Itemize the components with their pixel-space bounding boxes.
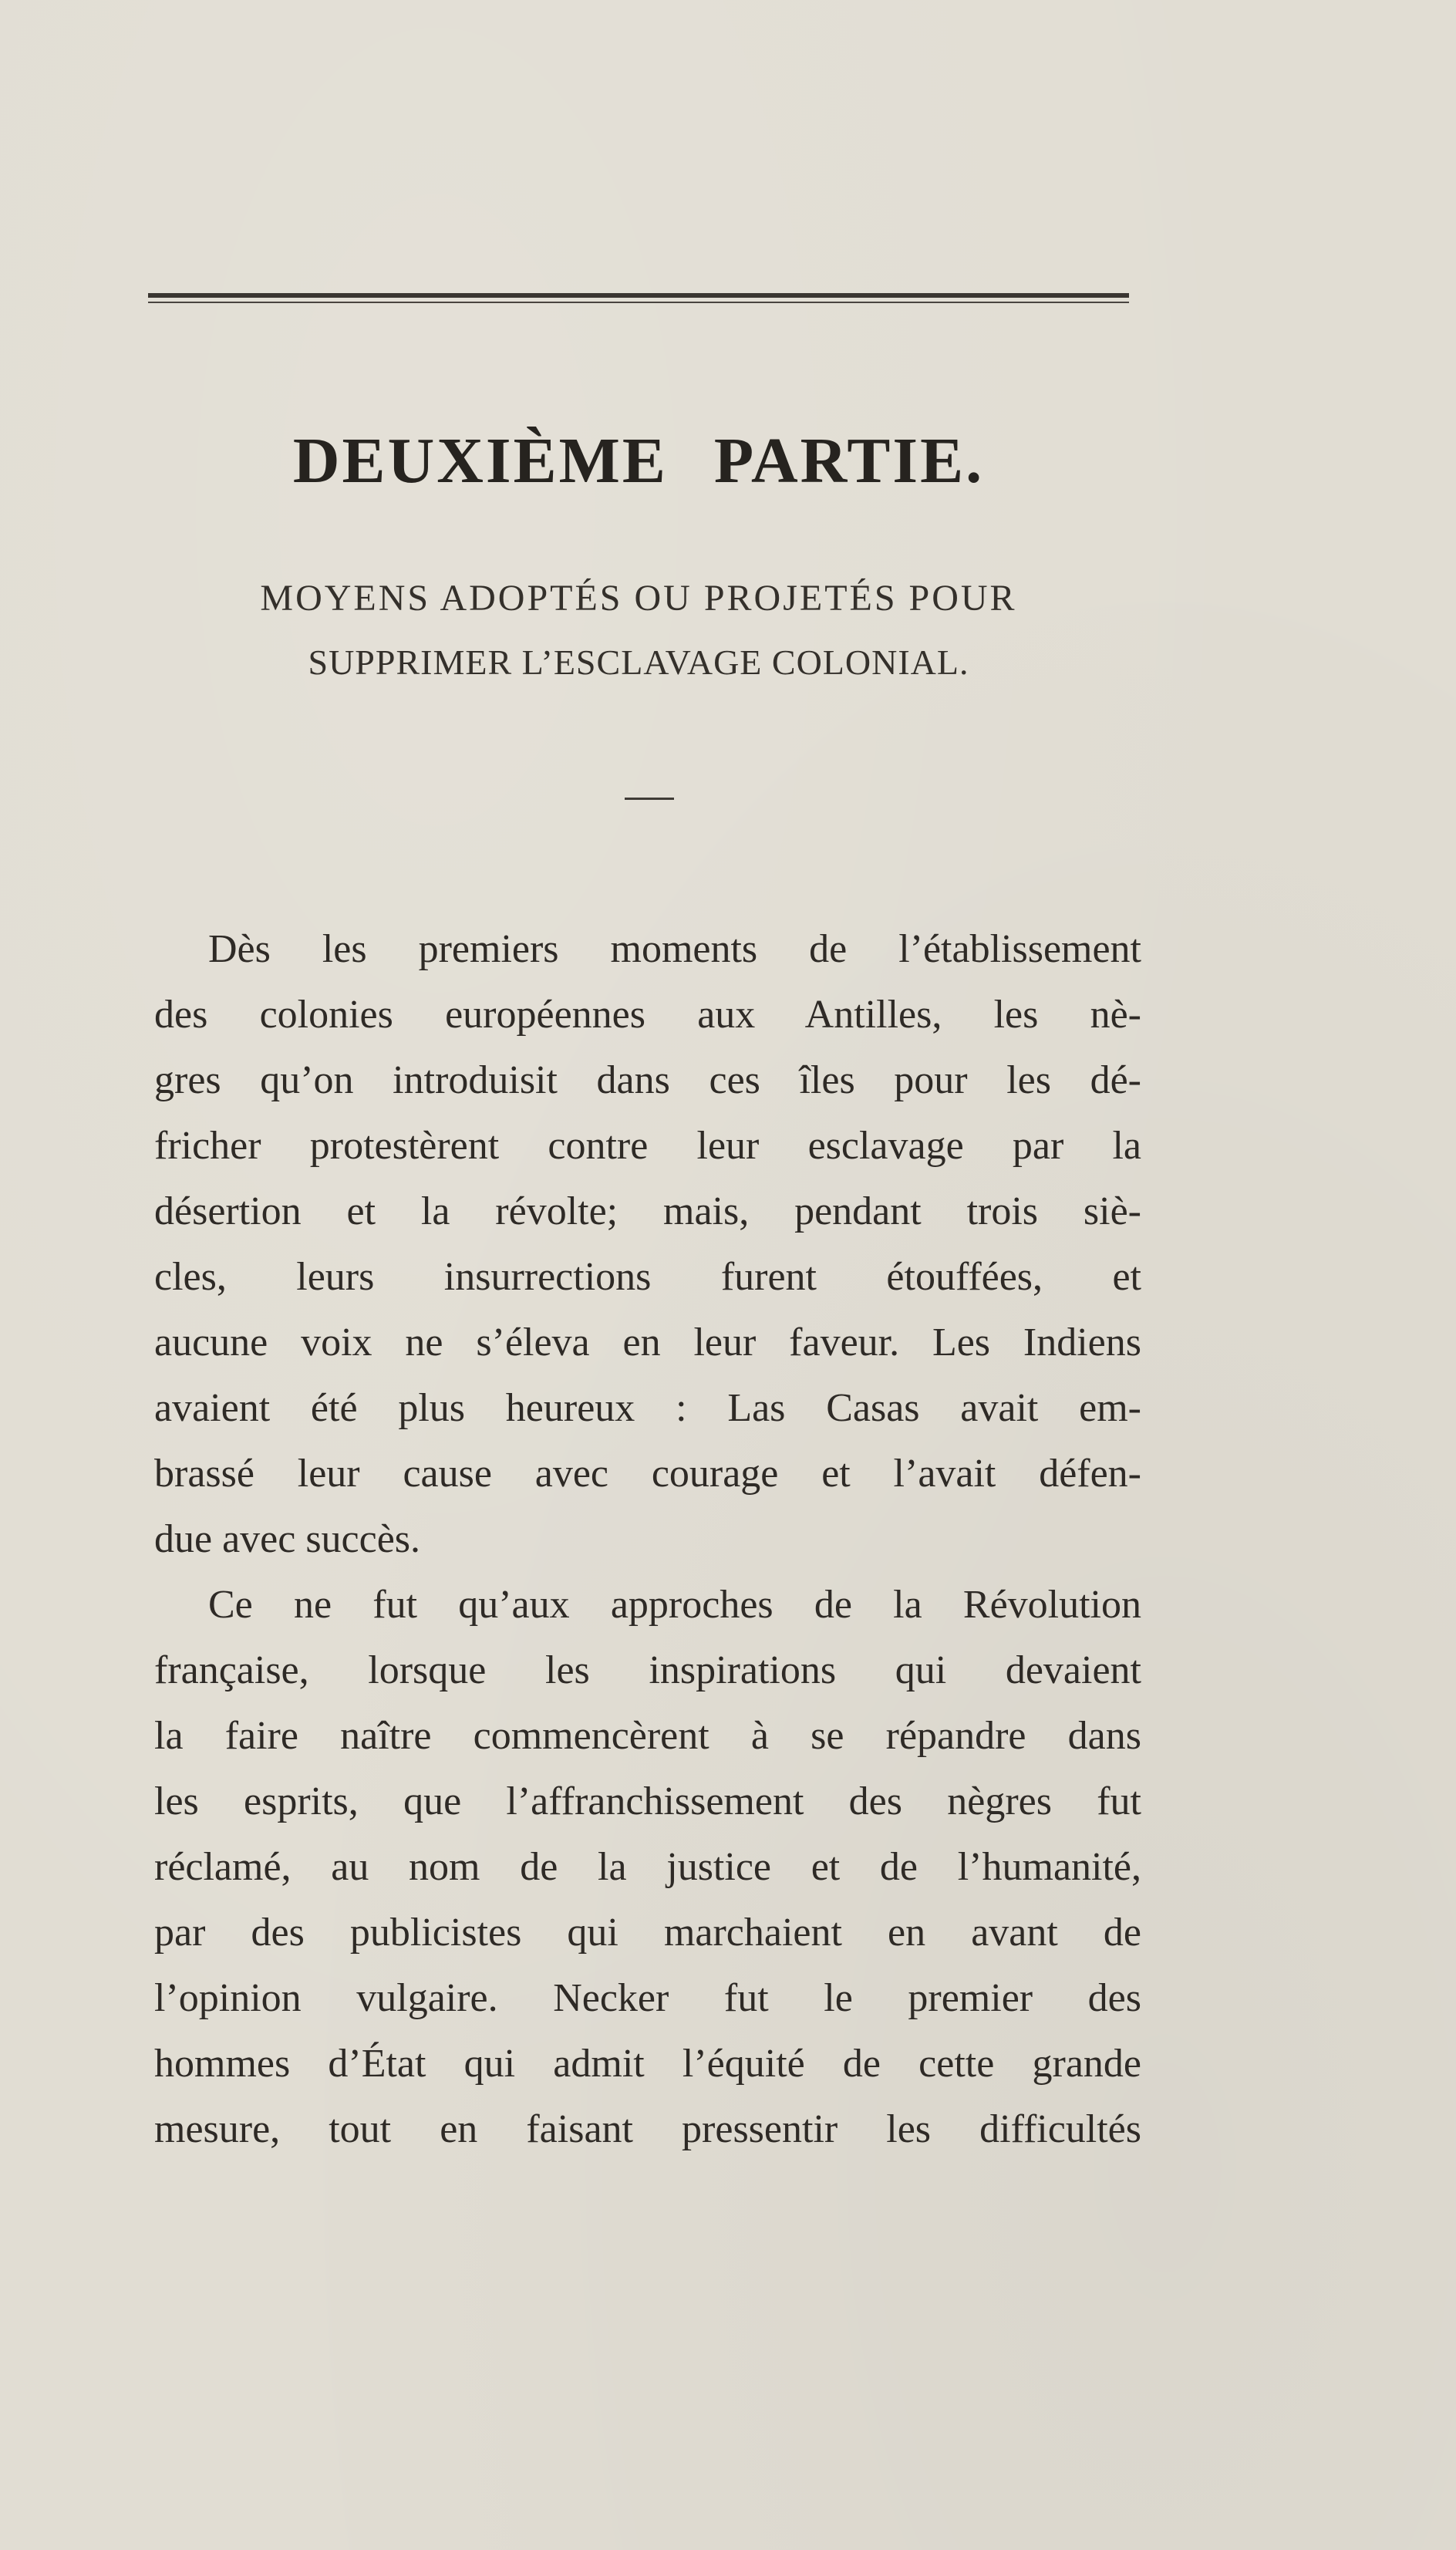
section-divider [625, 798, 674, 800]
header-double-rule [148, 293, 1129, 304]
text-line: cles, leurs insurrections furent étouffées, et [154, 1255, 1141, 1299]
text-line: l’opinion vulgaire. Necker fut le premier des [154, 1976, 1141, 2020]
text-line: désertion et la révolte; mais, pendant trois siè- [154, 1189, 1141, 1233]
text-line: due avec succès. [154, 1517, 421, 1561]
text-line: Dès les premiers moments de l’établissement [208, 927, 1141, 971]
text-line: aucune voix ne s’éleva en leur faveur. Les Indiens [154, 1321, 1141, 1364]
text-line: française, lorsque les inspirations qui devaient [154, 1648, 1141, 1692]
text-line: réclamé, au nom de la justice et de l’humanité, [154, 1845, 1141, 1889]
text-line: avaient été plus heureux : Las Casas avait em- [154, 1386, 1141, 1430]
part-title: DEUXIÈME PARTIE. [292, 425, 985, 497]
text-line: brassé leur cause avec courage et l’avait défen- [154, 1452, 1141, 1496]
header-rule-thick [148, 293, 1129, 298]
text-line: fricher protestèrent contre leur esclavage par la [154, 1124, 1141, 1168]
text-line: gres qu’on introduisit dans ces îles pour les dé- [154, 1058, 1141, 1102]
text-line: la faire naître commencèrent à se répandre dans [154, 1714, 1141, 1758]
text-line: mesure, tout en faisant pressentir les difficultés [154, 2107, 1141, 2151]
header-rule-thin [148, 302, 1129, 303]
body-text [154, 916, 1141, 2162]
subtitle-line-2: SUPPRIMER L’ESCLAVAGE COLONIAL. [308, 643, 969, 682]
text-line: des colonies européennes aux Antilles, les nè- [154, 993, 1141, 1037]
subtitle-line-1: MOYENS ADOPTÉS OU PROJETÉS POUR [260, 578, 1017, 619]
text-line: Ce ne fut qu’aux approches de la Révolution [208, 1583, 1141, 1627]
text-line: hommes d’État qui admit l’équité de cette grande [154, 2042, 1141, 2086]
text-line: les esprits, que l’affranchissement des nègres fut [154, 1779, 1141, 1823]
text-line: par des publicistes qui marchaient en avant de [154, 1911, 1141, 1955]
